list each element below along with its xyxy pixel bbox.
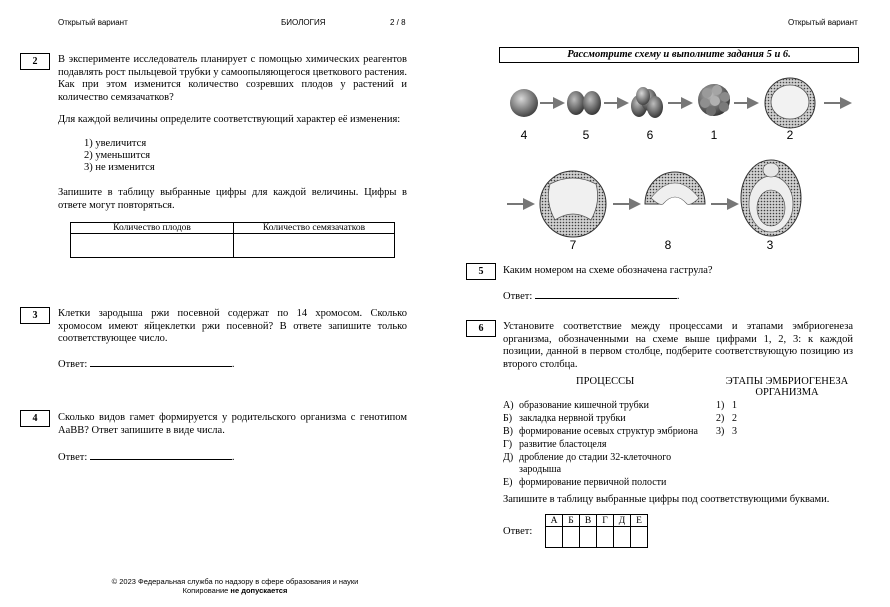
question-2-table-instruction: Запишите в таблицу выбранные цифры для каждой величины. Цифры в ответе могут повторяться. bbox=[58, 187, 407, 211]
letter-header-g: Г bbox=[597, 515, 614, 527]
header-variant-right: Открытый вариант bbox=[788, 18, 858, 27]
stage-label-8: 8 bbox=[664, 238, 672, 252]
question-6-answer-label: Ответ: bbox=[503, 526, 533, 537]
zygote-image bbox=[510, 89, 538, 117]
letter-header-v: В bbox=[580, 515, 597, 527]
morula-image bbox=[698, 84, 730, 116]
early-gastrula-image bbox=[540, 171, 606, 237]
column-header-fruits: Количество плодов bbox=[71, 223, 234, 234]
question-4-answer-field[interactable] bbox=[90, 450, 232, 460]
gastrula-image bbox=[645, 172, 705, 204]
answer-cell-e[interactable] bbox=[631, 527, 648, 548]
stage-val-1: 1 bbox=[732, 400, 737, 411]
stage-val-2: 2 bbox=[732, 413, 737, 424]
scheme-title: Рассмотрите схему и выполните задания 5 и 6. bbox=[499, 47, 859, 63]
process-text-g: развитие бластоцеля bbox=[519, 439, 607, 450]
question-5-text: Каким номером на схеме обозначена гаструла? bbox=[503, 265, 713, 276]
question-2-instruction: Для каждой величины определите соответствующий характер её изменения: bbox=[58, 114, 401, 125]
process-letter-d: Д) bbox=[503, 452, 514, 463]
answer-cell-g[interactable] bbox=[597, 527, 614, 548]
question-5-answer-label: Ответ: bbox=[503, 291, 533, 302]
question-6-number: 6 bbox=[466, 320, 496, 337]
question-3-text: Клетки зародыша ржи посевной содержат по 14 хромосом. Сколько хромосом имеют яйцеклетки ржи посевной? В ответе запишите только соответствующее число. bbox=[58, 308, 407, 344]
process-text-a: образование кишечной трубки bbox=[519, 400, 649, 411]
stage-label-1: 1 bbox=[710, 128, 718, 142]
answer-cell-v[interactable] bbox=[580, 527, 597, 548]
stage-val-3: 3 bbox=[732, 426, 737, 437]
process-letter-a: А) bbox=[503, 400, 514, 411]
stages-column-header: ЭТАПЫ ЭМБРИОГЕНЕЗА ОРГАНИЗМА bbox=[725, 376, 849, 398]
question-3-number: 3 bbox=[20, 307, 50, 324]
stage-num-1: 1) bbox=[716, 400, 725, 411]
embryo-scheme-row-1 bbox=[500, 75, 860, 150]
letter-header-d: Д bbox=[614, 515, 631, 527]
question-6-table-instruction: Запишите в таблицу выбранные цифры под соответствующими буквами. bbox=[503, 494, 830, 505]
question-2-option-2: 2) уменьшится bbox=[84, 150, 151, 161]
question-6-answer-table bbox=[545, 514, 648, 548]
two-cell-stage-image bbox=[567, 91, 601, 115]
process-letter-b: Б) bbox=[503, 413, 513, 424]
stage-label-7: 7 bbox=[569, 238, 577, 252]
question-4-answer-row: Ответ: . bbox=[58, 452, 235, 463]
embryo-scheme-row-2 bbox=[505, 158, 835, 238]
question-2-option-3: 3) не изменится bbox=[84, 162, 155, 173]
letter-header-e: Е bbox=[631, 515, 648, 527]
question-2-option-1: 1) увеличится bbox=[84, 138, 147, 149]
header-variant-left: Открытый вариант bbox=[58, 18, 128, 27]
column-header-ovules: Количество семязачатков bbox=[234, 223, 395, 234]
question-6-text: Установите соответствие между процессами и этапами эмбриогенеза организма, обозначенными на схеме выше цифрами 1, 2, 3: к каждой позиции, данной в первом столбце, подберите соответствующую позицию из второго столбца. bbox=[503, 321, 853, 370]
neurula-image bbox=[741, 160, 801, 236]
stage-label-2: 2 bbox=[786, 128, 794, 142]
stage-label-5: 5 bbox=[582, 128, 590, 142]
question-5-answer-field[interactable] bbox=[535, 289, 677, 299]
process-letter-g: Г) bbox=[503, 439, 513, 450]
question-4-text: Сколько видов гамет формируется у родительского организма с генотипом AaBB? Ответ запишите в виде числа. bbox=[58, 412, 407, 436]
footer-copyright: © 2023 Федеральная служба по надзору в сфере образования и науки bbox=[111, 577, 359, 586]
stage-num-3: 3) bbox=[716, 426, 725, 437]
answer-cell-ovules[interactable] bbox=[234, 234, 395, 258]
header-subject: БИОЛОГИЯ bbox=[281, 18, 326, 27]
answer-cell-a[interactable] bbox=[546, 527, 563, 548]
question-2-number: 2 bbox=[20, 53, 50, 70]
processes-column-header: ПРОЦЕССЫ bbox=[576, 376, 635, 387]
question-5-number: 5 bbox=[466, 263, 496, 280]
footer bbox=[100, 577, 370, 595]
stage-num-2: 2) bbox=[716, 413, 725, 424]
question-2-text: В эксперименте исследователь планирует с помощью химических реагентов подавлять рост пыльцевой трубки у самоопыляющегося цветкового растения. Как при этом изменится количество созревших плодов у растений и количество семязачатков? bbox=[58, 54, 407, 103]
question-5-answer-row: Ответ: . bbox=[503, 291, 680, 302]
question-4-answer-label: Ответ: bbox=[58, 452, 88, 463]
answer-cell-fruits[interactable] bbox=[71, 234, 234, 258]
process-text-e: формирование первичной полости bbox=[519, 477, 667, 488]
process-text-v: формирование осевых структур эмбриона bbox=[519, 426, 698, 437]
stage-label-6: 6 bbox=[646, 128, 654, 142]
letter-header-b: Б bbox=[563, 515, 580, 527]
question-3-answer-label: Ответ: bbox=[58, 359, 88, 370]
answer-cell-b[interactable] bbox=[563, 527, 580, 548]
process-letter-e: Е) bbox=[503, 477, 513, 488]
footer-copy-note: Копирование не допускается bbox=[182, 586, 288, 595]
question-2-answer-table bbox=[70, 222, 395, 258]
answer-cell-d[interactable] bbox=[614, 527, 631, 548]
letter-header-a: А bbox=[546, 515, 563, 527]
question-3-answer-row: Ответ: . bbox=[58, 359, 235, 370]
process-letter-v: В) bbox=[503, 426, 513, 437]
stage-label-3: 3 bbox=[766, 238, 774, 252]
question-4-number: 4 bbox=[20, 410, 50, 427]
blastula-image bbox=[765, 78, 815, 128]
question-3-answer-field[interactable] bbox=[90, 357, 232, 367]
process-text-d: дробление до стадии 32-клеточного bbox=[519, 452, 672, 463]
four-cell-stage-image bbox=[631, 87, 663, 118]
header-page-number: 2 / 8 bbox=[390, 18, 406, 27]
stage-label-4: 4 bbox=[520, 128, 528, 142]
process-text-b: закладка нервной трубки bbox=[519, 413, 626, 424]
process-text-d-continued: зародыша bbox=[519, 464, 562, 475]
